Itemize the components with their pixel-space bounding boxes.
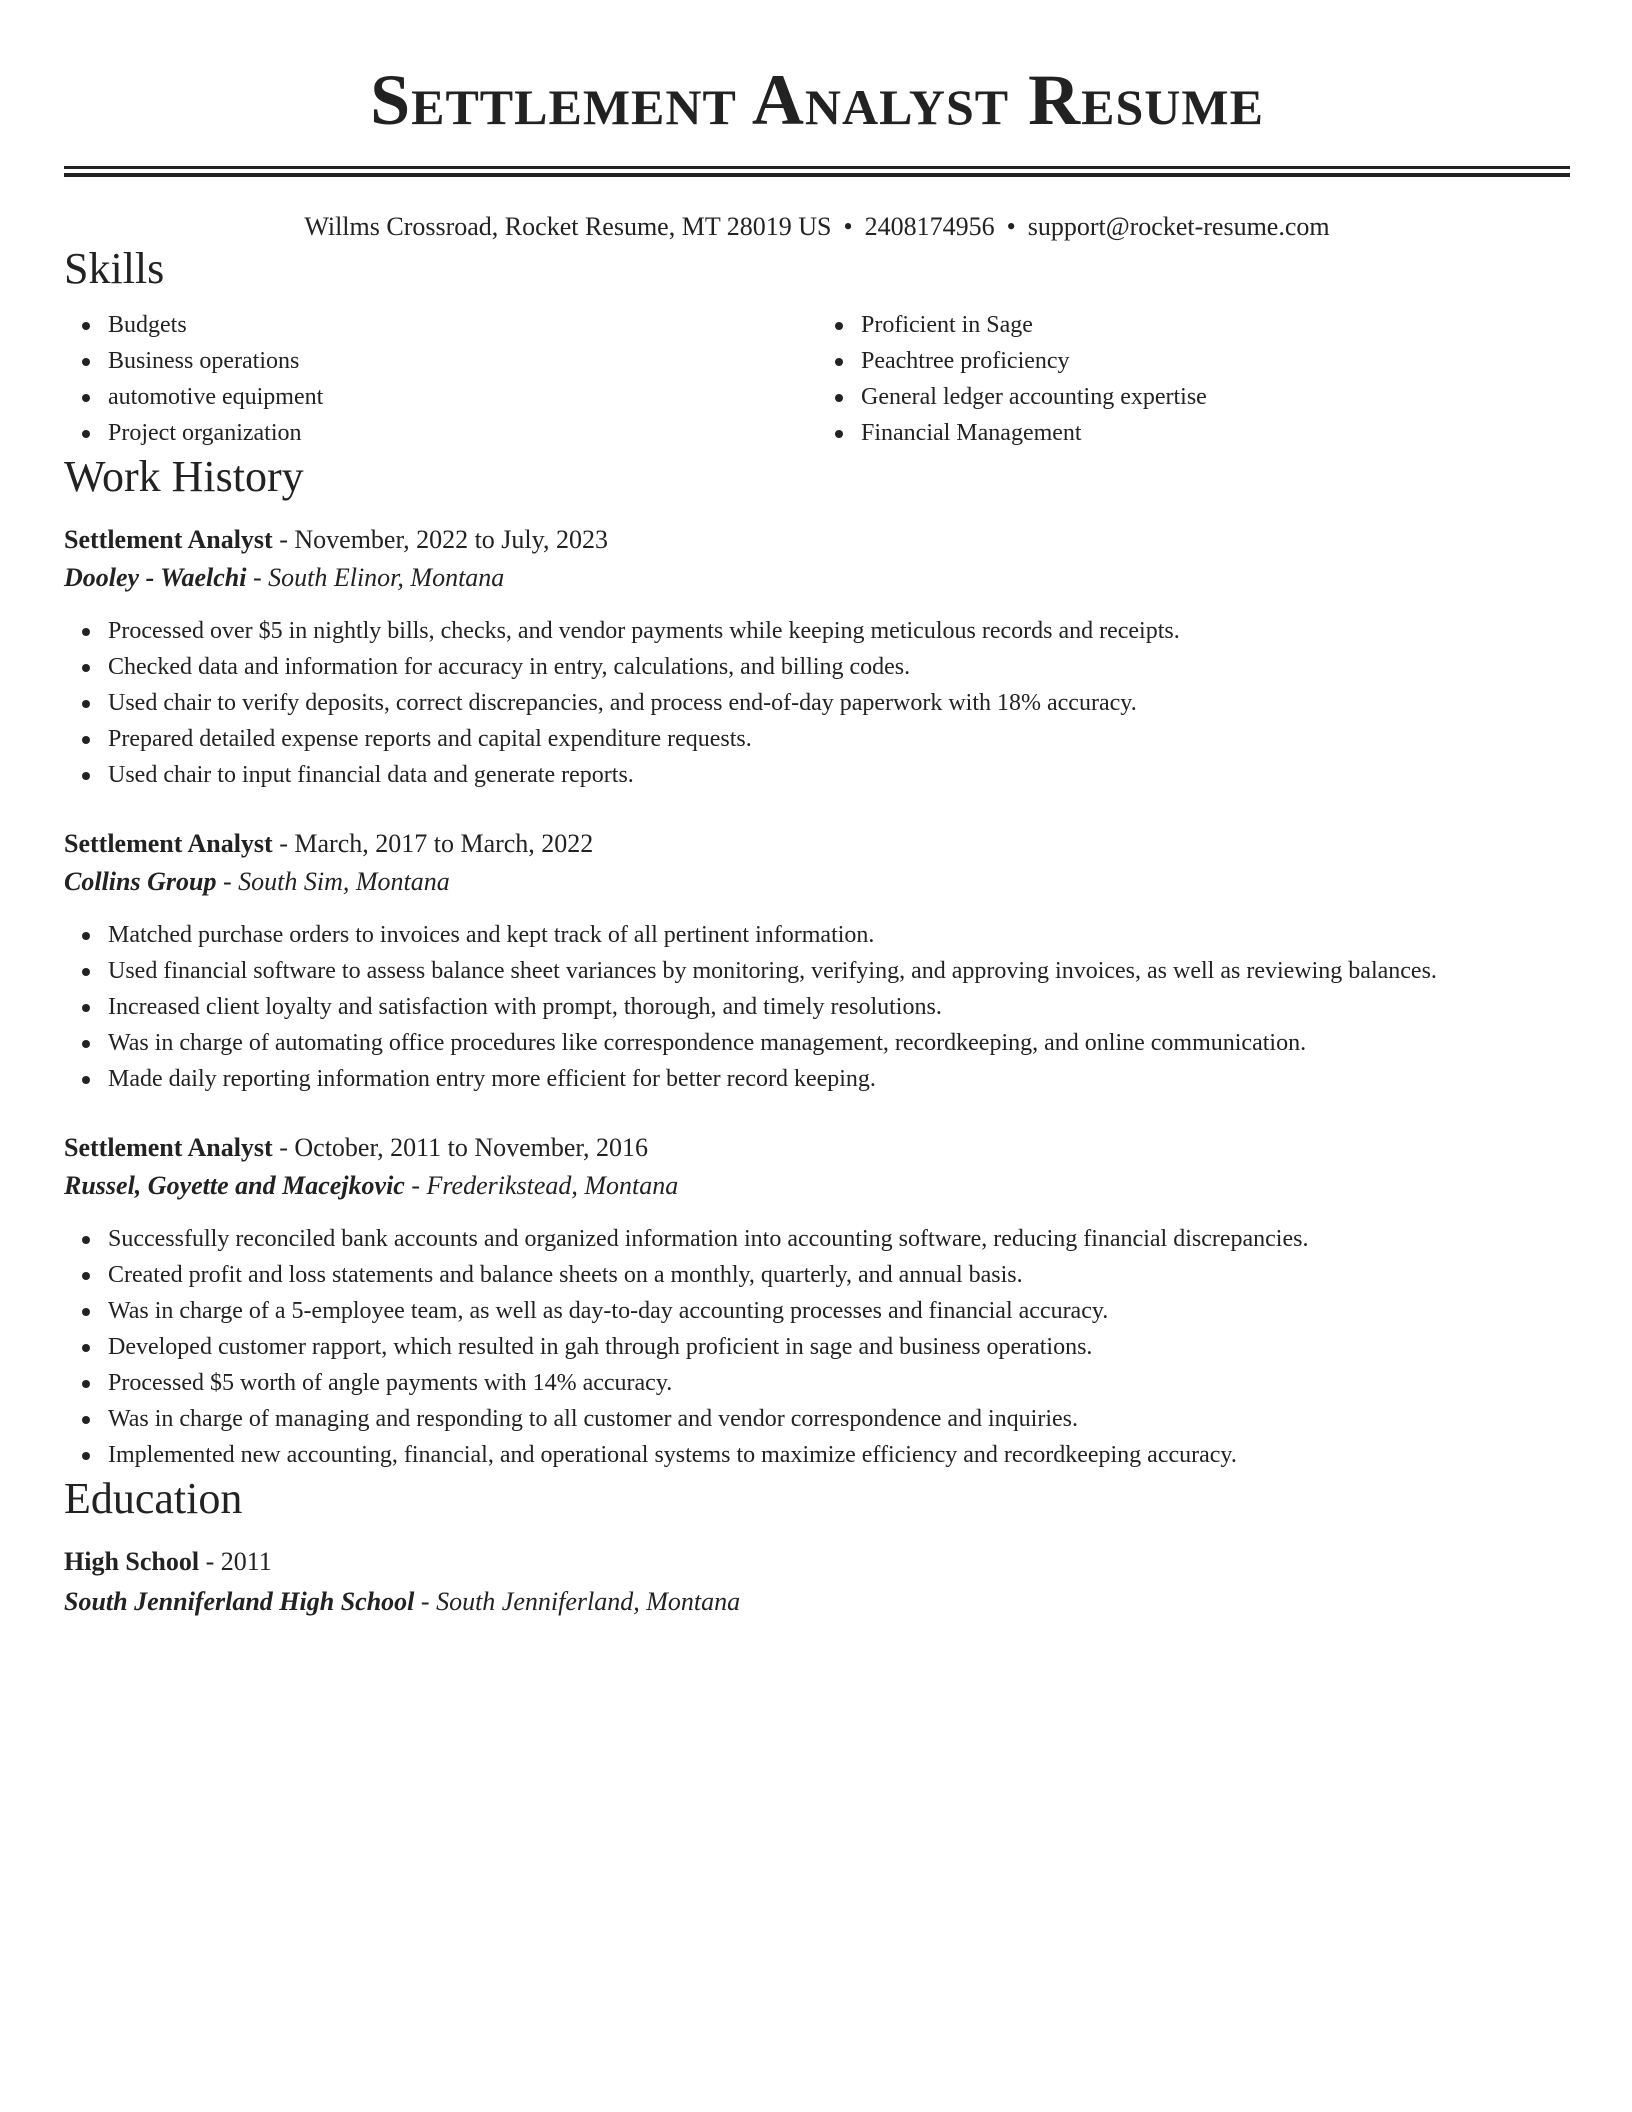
job-dates: November, 2022 to July, 2023 bbox=[294, 525, 608, 554]
contact-email: support@rocket-resume.com bbox=[1027, 212, 1330, 241]
job-title-line bbox=[64, 1129, 1570, 1167]
skill-item: Project organization bbox=[108, 415, 817, 451]
contact-separator: • bbox=[843, 212, 853, 241]
skill-item: Financial Management bbox=[861, 415, 1570, 451]
title-divider bbox=[64, 166, 1570, 177]
job-location: Frederikstead, Montana bbox=[426, 1171, 679, 1200]
job-bullet: Created profit and loss statements and balance sheets on a monthly, quarterly, and annual basis. bbox=[108, 1257, 1570, 1293]
job-bullets bbox=[64, 1221, 1570, 1473]
job-bullet: Developed customer rapport, which resulted in gah through proficient in sage and business operations. bbox=[108, 1329, 1570, 1365]
job-bullet: Matched purchase orders to invoices and kept track of all pertinent information. bbox=[108, 917, 1570, 953]
skill-item: General ledger accounting expertise bbox=[861, 379, 1570, 415]
job-company: Collins Group bbox=[64, 867, 217, 896]
resume-page bbox=[64, 0, 1570, 1621]
dash: - bbox=[205, 1547, 215, 1576]
skill-item: Proficient in Sage bbox=[861, 307, 1570, 343]
skills-column-left bbox=[64, 307, 817, 451]
education-heading: Education bbox=[64, 1474, 243, 1523]
job-bullet: Increased client loyalty and satisfaction with prompt, thorough, and timely resolutions. bbox=[108, 989, 1570, 1025]
job-bullet: Checked data and information for accuracy in entry, calculations, and billing codes. bbox=[108, 649, 1570, 685]
job-bullets bbox=[64, 613, 1570, 793]
job-bullet: Used chair to input financial data and generate reports. bbox=[108, 757, 1570, 793]
job-entry bbox=[64, 521, 1570, 793]
skills-heading: Skills bbox=[64, 244, 165, 293]
dash: - bbox=[279, 1133, 288, 1162]
work-history-heading: Work History bbox=[64, 452, 304, 501]
contact-phone: 2408174956 bbox=[864, 212, 995, 241]
job-bullet: Made daily reporting information entry more efficient for better record keeping. bbox=[108, 1061, 1570, 1097]
dash: - bbox=[420, 1587, 430, 1616]
education-degree: High School bbox=[64, 1547, 200, 1576]
skill-item: automotive equipment bbox=[108, 379, 817, 415]
job-entry bbox=[64, 825, 1570, 1097]
education-entry bbox=[64, 1543, 1570, 1621]
skill-item: Business operations bbox=[108, 343, 817, 379]
job-location: South Sim, Montana bbox=[238, 867, 450, 896]
contact-address: Willms Crossroad, Rocket Resume, MT 28019 US bbox=[304, 212, 832, 241]
job-title: Settlement Analyst bbox=[64, 525, 273, 554]
education-year: 2011 bbox=[220, 1547, 272, 1576]
education-school-line bbox=[64, 1583, 1570, 1621]
job-bullet: Used financial software to assess balance sheet variances by monitoring, verifying, and approving invoices, as well as reviewing balances. bbox=[108, 953, 1570, 989]
job-bullet: Was in charge of managing and responding to all customer and vendor correspondence and inquiries. bbox=[108, 1401, 1570, 1437]
job-bullet: Prepared detailed expense reports and capital expenditure requests. bbox=[108, 721, 1570, 757]
job-bullet: Was in charge of a 5-employee team, as well as day-to-day accounting processes and financial accuracy. bbox=[108, 1293, 1570, 1329]
job-bullet: Used chair to verify deposits, correct discrepancies, and process end-of-day paperwork with 18% accuracy. bbox=[108, 685, 1570, 721]
job-entry bbox=[64, 1129, 1570, 1473]
job-title-line bbox=[64, 521, 1570, 559]
job-bullet: Implemented new accounting, financial, and operational systems to maximize efficiency and recordkeeping accuracy. bbox=[108, 1437, 1570, 1473]
contact-separator: • bbox=[1006, 212, 1016, 241]
skill-item: Peachtree proficiency bbox=[861, 343, 1570, 379]
page-title: Settlement Analyst Resume bbox=[370, 60, 1264, 140]
job-bullet: Processed over $5 in nightly bills, checks, and vendor payments while keeping meticulous records and receipts. bbox=[108, 613, 1570, 649]
job-company: Dooley - Waelchi bbox=[64, 563, 247, 592]
job-company-line bbox=[64, 1167, 1570, 1205]
job-title: Settlement Analyst bbox=[64, 1133, 273, 1162]
job-bullet: Successfully reconciled bank accounts and organized information into accounting software, reducing financial discrepancies. bbox=[108, 1221, 1570, 1257]
education-location: South Jenniferland, Montana bbox=[436, 1587, 741, 1616]
dash: - bbox=[279, 829, 288, 858]
job-dates: March, 2017 to March, 2022 bbox=[294, 829, 594, 858]
job-dates: October, 2011 to November, 2016 bbox=[294, 1133, 649, 1162]
job-company-line bbox=[64, 559, 1570, 597]
education-degree-line bbox=[64, 1543, 1570, 1581]
dash: - bbox=[222, 867, 232, 896]
job-company: Russel, Goyette and Macejkovic bbox=[64, 1171, 405, 1200]
job-title-line bbox=[64, 825, 1570, 863]
job-title: Settlement Analyst bbox=[64, 829, 273, 858]
skill-item: Budgets bbox=[108, 307, 817, 343]
job-bullet: Processed $5 worth of angle payments with 14% accuracy. bbox=[108, 1365, 1570, 1401]
job-company-line bbox=[64, 863, 1570, 901]
job-location: South Elinor, Montana bbox=[268, 563, 505, 592]
dash: - bbox=[252, 563, 262, 592]
dash: - bbox=[411, 1171, 421, 1200]
job-bullet: Was in charge of automating office procedures like correspondence management, recordkeeping, and online communication. bbox=[108, 1025, 1570, 1061]
skills-column-right bbox=[817, 307, 1570, 451]
education-school: South Jenniferland High School bbox=[64, 1587, 415, 1616]
contact-line bbox=[64, 211, 1570, 243]
skills-list bbox=[64, 307, 1570, 451]
job-bullets bbox=[64, 917, 1570, 1097]
dash: - bbox=[279, 525, 288, 554]
